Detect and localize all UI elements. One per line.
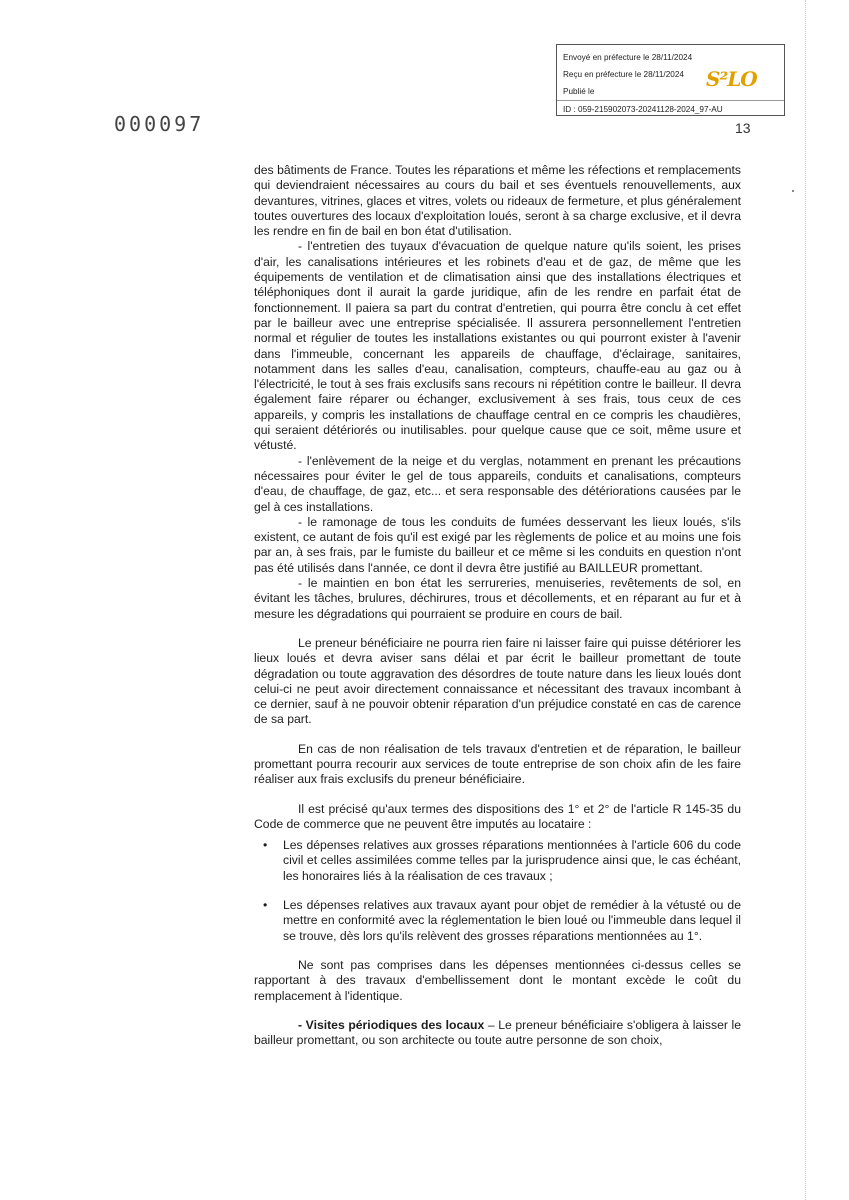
bullet-dot-icon: • <box>263 898 268 913</box>
scan-speck <box>792 190 794 192</box>
paragraph: - l'entretien des tuyaux d'évacuation de quelque nature qu'ils soient, les prises d'air, les canalisations intérieures et les robinets d'eau et de gaz, de même que les équipements de ventilation et de climatisation ainsi que des installations électriques et téléphoniques dont il aurait la garde juridique, afin de les rendre en parfait état de fonctionnement. Il paiera sa part du contrat d'entretien, qui pourra être conclu à cet effet par le bailleur avec une entreprise spécialisée. Il assurera personnellement l'entretien normal et régulier de toutes les installations existantes ou qui pourront exister à l'avenir dans l'immeuble, concernant les appareils de chauffage, d'éclairage, sanitaires, notamment dans les salles d'eau, canalisation, compteurs, chauffe-eau au gaz ou à l'électricité, le tout à ses frais exclusifs sans recours ni répétition contre le bailleur. Il devra également faire réparer ou échanger, exclusivement à ses frais, tous ceux de ces appareils, y compris les installations de chauffage central en ce compris les chaudières, qui seraient détériorés ou inutilisables. pour quelque cause que ce soit, même usure et vétusté. <box>254 239 741 453</box>
bullet-list <box>254 838 741 944</box>
list-item <box>254 898 741 944</box>
list-item-text: Les dépenses relatives aux grosses réparations mentionnées à l'article 606 du code civil et celles assimilées comme telles par la jurisprudence ainsi que, le cas échéant, les honoraires liés à la réalisation de ces travaux ; <box>283 838 741 883</box>
stamp-received-date: Reçu en préfecture le 28/11/2024 <box>563 70 684 79</box>
visits-text: – Le preneur bénéficiaire s'obligera à laisser le bailleur promettant, ou son architecte ou toute autre personne de son choix, <box>254 1017 742 1048</box>
list-item-text: Les dépenses relatives aux travaux ayant pour objet de remédier à la vétusté ou de mettre en conformité avec la réglementation le bien loué ou l'immeuble dans lequel il se trouve, dès lors qu'ils relèvent des grosses réparations mentionnées au 1°. <box>283 898 741 943</box>
paragraph: des bâtiments de France. Toutes les réparations et même les réfections et remplacements qui deviendraient nécessaires au cours du bail et ses éventuels renouvellements, aux devantures, vitrines, glaces et vitres, volets ou rideaux de fermeture, et plus généralement toutes ouvertures des locaux d'exploitation loués, seront à sa charge exclusive, et il devra les rendre en fin de bail en bon état d'utilisation. <box>254 163 741 239</box>
paragraph: - le maintien en bon état les serrureries, menuiseries, revêtements de sol, en évitant les tâches, brulures, déchirures, trous et décollements, et en réparant au fur et à mesure les dégradations qui pourraient se produire en cours de bail. <box>254 576 741 621</box>
paragraph: - l'enlèvement de la neige et du verglas, notamment en prenant les précautions nécessaires pour éviter le gel de tous appareils, conduits et canalisations, compteurs d'eau, de chauffage, de gaz, etc... et sera responsable des détériorations causées par le gel à ces installations. <box>254 453 741 514</box>
document-body <box>254 163 741 1048</box>
stamp-id: ID : 059-215902073-20241128-2024_97-AU <box>563 105 723 114</box>
stamp-sent-date: Envoyé en préfecture le 28/11/2024 <box>563 53 693 62</box>
scan-edge-line <box>805 0 806 1200</box>
list-item <box>254 838 741 884</box>
document-number: 000097 <box>114 112 205 136</box>
paragraph: - le ramonage de tous les conduits de fumées desservant les lieux loués, s'ils existent, ce autant de fois qu'il est exigé par les règlements de police et au moins une fois par an, à ses frais, par le fumiste du bailleur et ce même si les conduits en question n'ont pas été utilisés dans l'année, ce dont il devra être justifié au BAILLEUR promettant. <box>254 514 741 575</box>
visits-paragraph <box>254 1018 741 1049</box>
paragraph: En cas de non réalisation de tels travaux d'entretien et de réparation, le bailleur promettant pourra recourir aux services de toute entreprise de son choix afin de les faire réaliser aux frais exclusifs du preneur bénéficiaire. <box>254 741 741 787</box>
paragraph: Le preneur bénéficiaire ne pourra rien faire ni laisser faire qui puisse détériorer les lieux loués et devra aviser sans délai et par écrit le bailleur promettant de toute dégradation ou toute aggravation des désordres de toute nature dans les lieux loués dont celui-ci ne peut avoir directement connaissance et nécessitant des travaux incombant à ce dernier, sauf à ne pouvoir obtenir réparation d'un préjudice constaté en cas de carence de sa part. <box>254 635 741 727</box>
s2lo-signature-logo: S²LO <box>706 67 757 91</box>
stamp-published: Publié le <box>563 87 595 96</box>
page-number: 13 <box>735 120 751 136</box>
bullet-dot-icon: • <box>263 838 268 853</box>
paragraph: Ne sont pas comprises dans les dépenses mentionnées ci-dessus celles se rapportant à des travaux d'embellissement dont le montant excède le coût du remplacement à l'identique. <box>254 957 741 1003</box>
visits-heading: - Visites périodiques des locaux <box>298 1017 485 1032</box>
paragraph: Il est précisé qu'aux termes des dispositions des 1° et 2° de l'article R 145-35 du Code de commerce que ne peuvent être imputés au locataire : <box>254 801 741 831</box>
